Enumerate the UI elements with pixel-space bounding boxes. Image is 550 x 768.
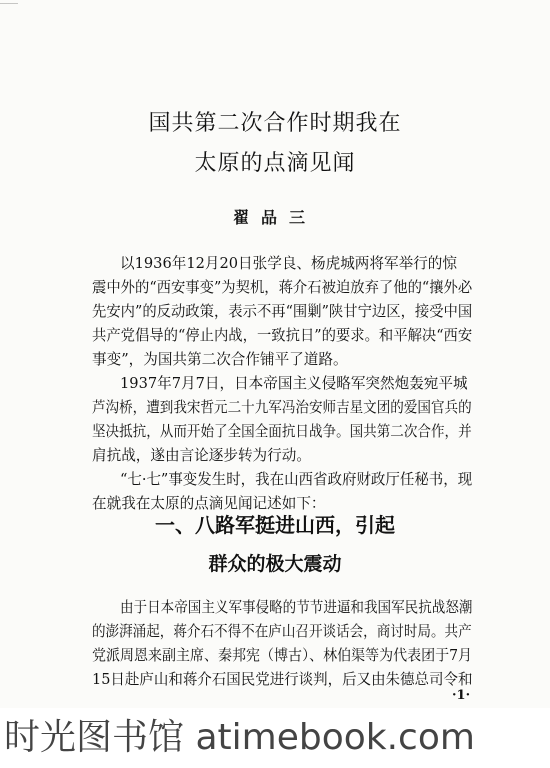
paragraph-1-line-3: 先安内”的反动政策，表示不再“围剿”陕甘宁边区，接受中国 xyxy=(92,303,473,320)
paragraph-2-line-1: 1937年7月7日，日本帝国主义侵略军突然炮轰宛平城 xyxy=(120,375,468,392)
article-author: 翟品三 xyxy=(232,208,317,227)
paragraph-1-line-5: 事变”，为国共第二次合作铺平了道路。 xyxy=(92,351,348,368)
paragraph-3-line-1: “七·七”事变发生时，我在山西省政府财政厅任秘书，现 xyxy=(120,471,473,488)
paragraph-3-line-2: 在就我在太原的点滴见闻记述如下： xyxy=(92,495,326,512)
article-title-line-2: 太原的点滴见闻 xyxy=(194,151,356,176)
section-paragraph-line-3: 党派周恩来副主席、秦邦宪（博古）、林伯渠等为代表团于7月 xyxy=(92,647,473,664)
watermark-banner: 时光图书馆 atimebook.com xyxy=(0,708,550,768)
paragraph-2-line-3: 坚决抵抗，从而开始了全国全面抗日战争。国共第二次合作，并 xyxy=(92,423,472,440)
section-heading-line-2: 群众的极大震动 xyxy=(208,553,342,575)
paragraph-1-line-4: 共产党倡导的“停止内战，一致抗日”的要求。和平解决“西安 xyxy=(92,327,473,344)
section-paragraph-line-2: 的澎湃涌起，蒋介石不得不在庐山召开谈话会，商讨时局。共产 xyxy=(92,623,472,640)
paragraph-2-line-4: 肩抗战，遂由言论逐步转为行动。 xyxy=(92,447,311,464)
paragraph-1-line-1: 以1936年12月20日张学良、杨虎城两将军举行的惊 xyxy=(120,255,457,272)
article-title-line-1: 国共第二次合作时期我在 xyxy=(148,111,402,136)
section-paragraph-line-1: 由于日本帝国主义军事侵略的节节进逼和我国军民抗战怒潮 xyxy=(120,599,473,616)
corner-mark: ……… xyxy=(0,0,18,6)
section-heading-line-1: 一、八路军挺进山西，引起 xyxy=(155,513,395,537)
page-number: ·1· xyxy=(452,688,471,703)
paragraph-1-line-2: 震中外的“西安事变”为契机，蒋介石被迫放弃了他的“攘外必 xyxy=(92,279,473,296)
paragraph-2-line-2: 芦沟桥，遭到我宋哲元二十九军冯治安师吉星文团的爱国官兵的 xyxy=(92,399,472,416)
section-paragraph-line-4: 15日赴庐山和蒋介石国民党进行谈判，后又由朱德总司令和 xyxy=(92,671,473,688)
